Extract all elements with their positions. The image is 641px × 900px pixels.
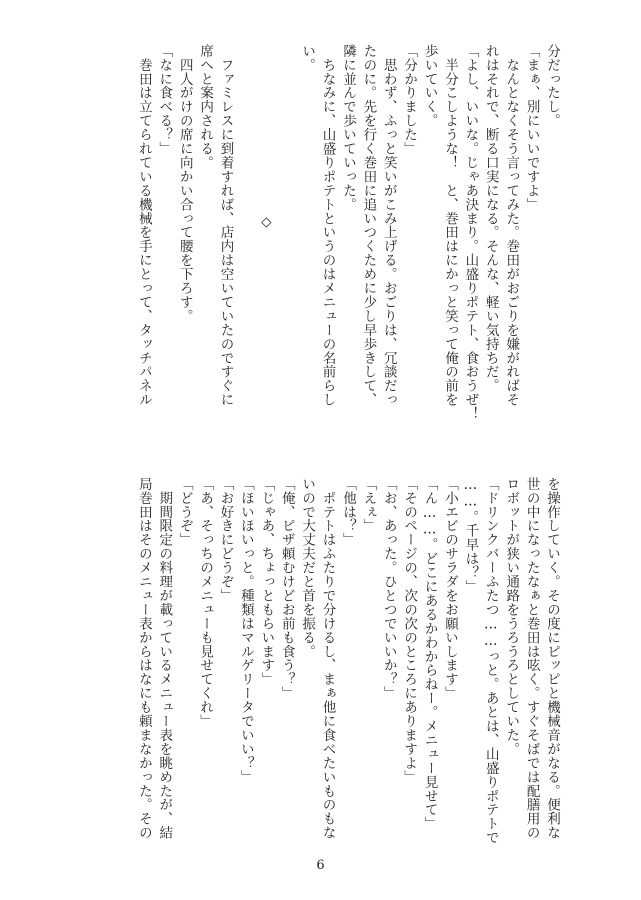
text-line: 「よし、いいな。じゃあ決まり。山盛りポテト、食おうぜ！ [462, 44, 479, 421]
text-line: 「分かりました」 [401, 44, 418, 156]
text-line: 「お好きにどうぞ」 [217, 477, 234, 603]
text-line: 「ほいほいっと。種類はマルゲリータでいい？」 [237, 477, 254, 784]
text-line: 「ん……。どこにあるかわからねー。メニュー見せて」 [421, 477, 438, 831]
text-line: 「どうぞ」 [176, 477, 193, 547]
page-number: 6 [316, 858, 325, 873]
text-line: いので大丈夫だと首を振る。 [299, 477, 316, 659]
text-line: なんとなくそう言ってみた。巻田がおごりを嫌がればそ [503, 44, 520, 407]
upper-text-block [133, 44, 562, 424]
text-line: 「なに食べる？」 [156, 44, 173, 156]
text-line: 四人がけの席に向かい合って腰を下ろす。 [176, 44, 193, 323]
text-line: 思わず、ふっと笑いがこみ上げる。おごりは、冗談だっ [380, 44, 397, 407]
text-line [236, 44, 256, 424]
text-line: ファミレスに到着すれば、店内は空いていたのですぐに [217, 44, 234, 407]
text-line: ポテトはふたりで分けるし、まぁ他に食べたいものもな [319, 477, 336, 840]
lower-text-block [133, 477, 562, 857]
text-line: ◇ [258, 214, 275, 231]
text-line: 歩いていく。 [421, 44, 438, 128]
text-line: 局巻田はそのメニュー表からはなにも頼まなかった。その [135, 477, 152, 840]
text-line: 半分こしような！ と、巻田はにかっと笑って俺の前を [441, 44, 458, 407]
text-line: 「ドリンクバーふたつ……っと。あとは、山盛りポテトで [482, 477, 499, 845]
text-line [276, 44, 296, 424]
text-line: 「小エビのサラダをお願いします」 [441, 477, 458, 701]
text-line: 期間限定の料理が載っているメニュー表を眺めたが、結 [156, 477, 173, 840]
text-line: 「えぇ」 [360, 477, 377, 533]
text-line: 「俺、ピザ頼むけどお前も食う？」 [278, 477, 295, 701]
text-line: 「他は？」 [339, 477, 356, 547]
text-line: 「お、あった。ひとつでいいか？」 [380, 477, 397, 701]
text-line: い。 [299, 44, 316, 72]
text-line: 「じゃあ、ちょっともらいます」 [258, 477, 275, 687]
text-line: 「まぁ、別にいいですよ」 [523, 44, 540, 212]
text-line: 世の中になったなぁと巻田は呟く。すぐそばでは配膳用の [523, 477, 540, 840]
text-line: ちなみに、山盛りポテトというのはメニューの名前らし [319, 44, 336, 407]
text-line: 分だったし。 [544, 44, 560, 128]
text-line: れはそれで、断る口実になる。そんな、軽い気持ちだ。 [482, 44, 499, 393]
text-line: ロボットが狭い通路をうろうろとしていた。 [503, 477, 520, 756]
text-line: 隣に並んで歩いていった。 [339, 44, 356, 212]
text-line: を操作していく。その度にピッピと機械音がなる。便利な [544, 477, 560, 840]
text-line: たのに。先を行く巻田に追いつくために少し早歩きして、 [360, 44, 377, 407]
text-line: 「そのページの、次の次のところにありますよ」 [401, 477, 418, 784]
text-line: 「あ、そっちのメニューも見せてくれ」 [197, 477, 214, 729]
text-line: 巻田は立てられている機械を手にとって、タッチパネル [135, 44, 152, 407]
text-line: 席へと案内される。 [197, 44, 214, 170]
text-line: ……。千早は？」 [462, 477, 479, 594]
